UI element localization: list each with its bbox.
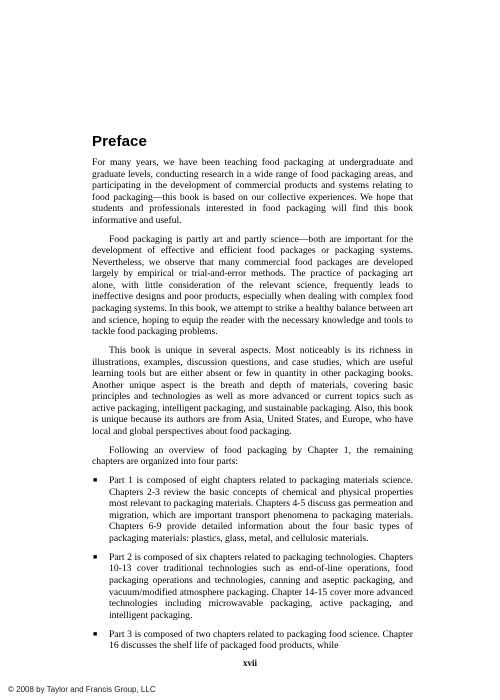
- list-item-text: Part 3 is composed of two chapters related to packaging food science. Chapter 16 discusses the shelf life of packaged food products, while: [109, 628, 413, 652]
- list-item: [92, 629, 413, 652]
- paragraph: For many years, we have been teaching food packaging at undergraduate and graduate levels, conducting research in a wide range of food packaging areas, and participating in the development of commercial products and systems relating to food packaging—this book is based on our collective experiences. We hope that students and professionals interested in food packaging will find this book informative and useful.: [92, 157, 413, 226]
- bullet-icon: ■: [93, 552, 98, 561]
- page-number: xvii: [242, 658, 257, 668]
- parts-list: [92, 475, 413, 651]
- paragraph: This book is unique in several aspects. Most noticeably is its richness in illustrations, examples, discussion questions, and case studies, which are useful learning tools but are either absent or few in quantity in other packaging books. Another unique aspect is the breath and depth of materials, covering basic principles and technologies as well as more advanced or current topics such as active packaging, intelligent packaging, and sustainable packaging. Also, this book is unique because its authors are from Asia, United States, and Europe, who have local and global perspectives about food packaging.: [92, 344, 413, 437]
- bullet-icon: ■: [93, 476, 98, 485]
- list-item: [92, 552, 413, 621]
- list-item: [92, 475, 413, 544]
- bullet-icon: ■: [93, 629, 98, 638]
- paragraph: Food packaging is partly art and partly science—both are important for the development of effective and efficient food packages or packaging systems. Nevertheless, we observe that many commercial food packages are developed largely by empirical or trial-and-error methods. The practice of packaging art alone, with little consideration of the relevant science, frequently leads to ineffective designs and poor products, especially when dealing with complex food packaging systems. In this book, we attempt to strike a healthy balance between art and science, hoping to equip the reader with the necessary knowledge and tools to tackle food packaging problems.: [92, 233, 413, 338]
- paragraph: Following an overview of food packaging by Chapter 1, the remaining chapters are organized into four parts:: [92, 444, 413, 468]
- page-title: Preface: [92, 133, 147, 150]
- list-item-text: Part 2 is composed of six chapters related to packaging technologies. Chapters 10-13 cover traditional technologies such as end-of-line operations, food packaging operations and technologies, canning and aseptic packaging, and vacuum/modified atmosphere packaging. Chapter 14-15 cover more advanced technologies including microwavable packaging, active packaging, and intelligent packaging.: [109, 551, 413, 621]
- copyright-notice: © 2008 by Taylor and Francis Group, LLC: [8, 685, 156, 694]
- list-item-text: Part 1 is composed of eight chapters related to packaging materials science. Chapters 2-3 review the basic concepts of chemical and physical properties most relevant to packaging materials. Chapters 4-5 discuss gas permeation and migration, which are important transport phenomena to packaging materials. Chapters 6-9 provide detailed information about the four basic types of packaging materials: plastics, glass, metal, and cellulosic materials.: [109, 475, 413, 544]
- preface-body: [92, 157, 413, 659]
